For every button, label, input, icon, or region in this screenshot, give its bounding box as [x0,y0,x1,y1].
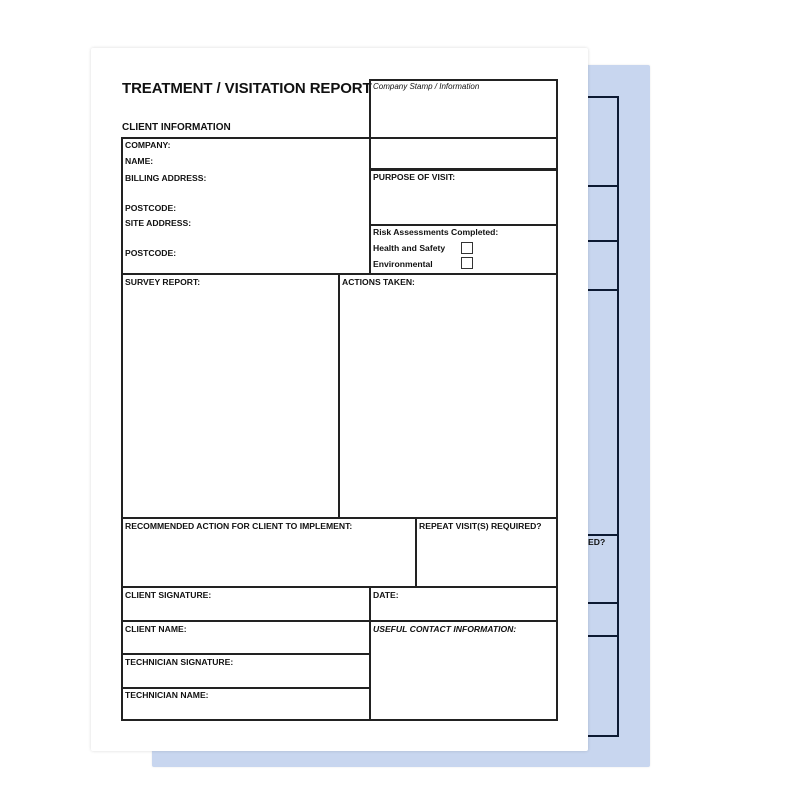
client-name-label: CLIENT NAME: [125,624,187,634]
client-name-field[interactable] [123,622,369,653]
back-sheet-line [588,735,619,737]
repeat-visit-field[interactable] [417,519,556,586]
billing-address-field[interactable] [123,172,369,200]
site-address-label: SITE ADDRESS: [125,218,192,228]
back-sheet-line [588,289,619,291]
health-and-safety-checkbox[interactable] [461,242,473,254]
date-field[interactable] [371,588,556,620]
actions-taken-field[interactable] [340,275,556,517]
actions-taken-label: ACTIONS TAKEN: [342,277,415,287]
site-postcode-field[interactable] [123,247,369,271]
repeat-visit-label: REPEAT VISIT(S) REQUIRED? [419,521,542,531]
health-and-safety-label: Health and Safety [373,243,446,253]
billing-address-label: BILLING ADDRESS: [125,173,207,183]
company-stamp-label: Company Stamp / Information [373,82,480,91]
date-label: DATE: [373,590,399,600]
company-label: COMPANY: [125,140,171,150]
name-field[interactable] [123,155,369,170]
back-sheet-line [588,185,619,187]
useful-contact-field[interactable] [371,622,556,719]
technician-signature-label: TECHNICIAN SIGNATURE: [125,657,234,667]
survey-report-label: SURVEY REPORT: [125,277,201,287]
back-sheet-line [588,240,619,242]
technician-name-label: TECHNICIAN NAME: [125,690,209,700]
purpose-of-visit-field[interactable] [371,170,556,224]
client-signature-label: CLIENT SIGNATURE: [125,590,212,600]
divider [369,224,558,226]
back-sheet-line [588,534,619,536]
billing-postcode-field[interactable] [123,202,369,216]
back-sheet-partial-text: ED? [588,537,606,547]
useful-contact-label: USEFUL CONTACT INFORMATION: [373,624,517,634]
billing-postcode-label: POSTCODE: [125,203,177,213]
client-signature-field[interactable] [123,588,369,620]
name-label: NAME: [125,156,154,166]
technician-signature-field[interactable] [123,655,369,687]
site-address-field[interactable] [123,217,369,245]
environmental-label: Environmental [373,259,433,269]
risk-assessments-heading: Risk Assessments Completed: [373,227,499,237]
recommended-action-field[interactable] [123,519,415,586]
technician-name-field[interactable] [123,689,369,719]
recommended-action-label: RECOMMENDED ACTION FOR CLIENT TO IMPLEMENT: [125,521,353,531]
page-title: TREATMENT / VISITATION REPORT [122,80,372,97]
site-postcode-label: POSTCODE: [125,248,177,258]
back-sheet-line [588,635,619,637]
back-sheet-line [588,602,619,604]
client-information-heading: CLIENT INFORMATION [122,122,231,133]
environmental-checkbox[interactable] [461,257,473,269]
back-sheet-line [588,96,619,98]
survey-report-field[interactable] [123,275,338,517]
company-field[interactable] [123,139,369,154]
back-sheet-right-border [617,96,619,737]
purpose-of-visit-label: PURPOSE OF VISIT: [373,172,456,182]
